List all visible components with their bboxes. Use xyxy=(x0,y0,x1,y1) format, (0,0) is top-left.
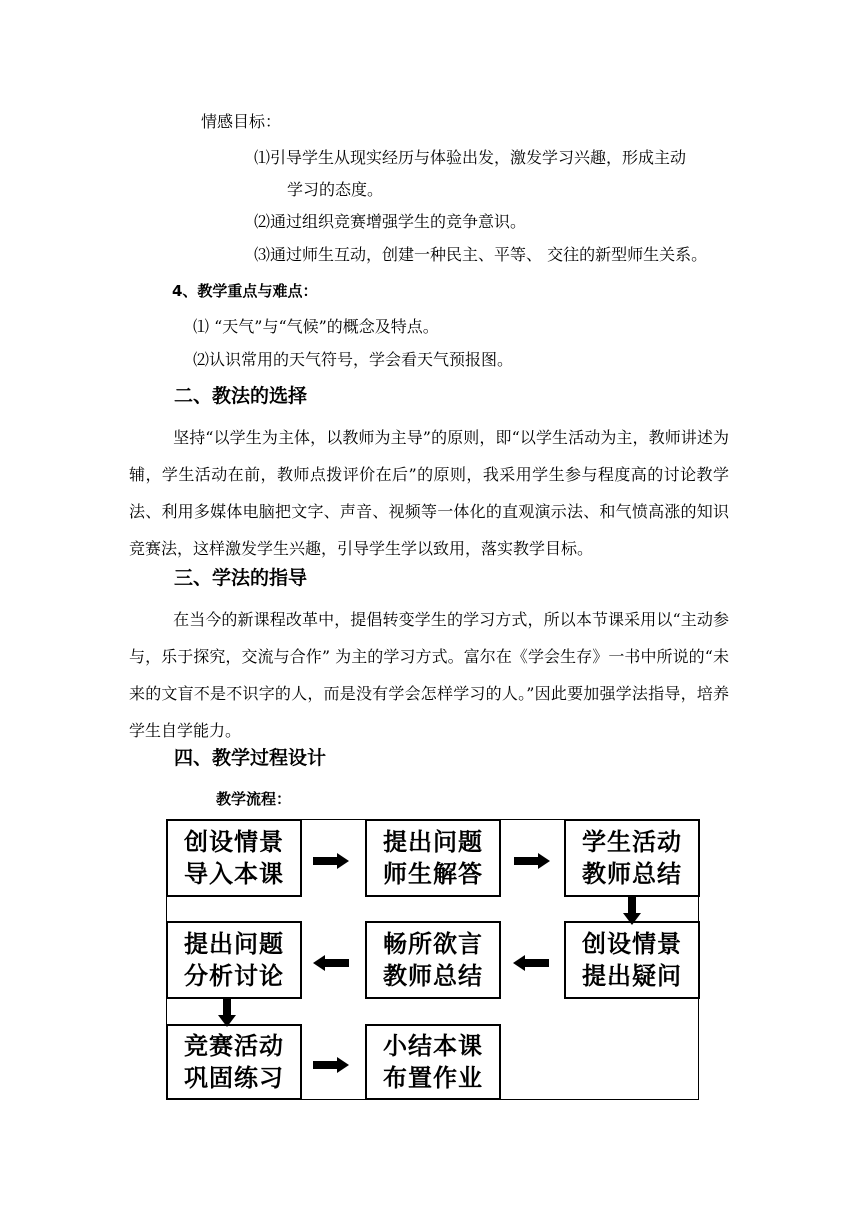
teaching-method-text: 坚持“以学生为主体，以教师为主导”的原则，即“以学生活动为主，教师讲述为辅，学生活动在前，教师点拨评价在后”的原则，我采用学生参与程度高的讨论教学法、利用多媒体电脑把文字、声音、视频等一体化的直观演示法、和气愤高涨的知识竞赛法，这样激发学生兴趣，引导学生学以致用，落实教学目标。 xyxy=(129,428,729,558)
flow-box-scenario xyxy=(564,921,700,999)
flow-box-line: 教师总结 xyxy=(582,860,682,888)
flow-box-line: 巩固练习 xyxy=(184,1064,284,1092)
arrow-left-icon xyxy=(513,955,549,971)
flow-box-line: 畅所欲言 xyxy=(383,930,483,958)
arrow-right-icon xyxy=(313,853,349,869)
process-design-heading: 四、教学过程设计 xyxy=(174,747,327,769)
flow-box-line: 师生解答 xyxy=(383,860,483,888)
arrow-right-icon xyxy=(514,853,550,869)
flow-box-line: 布置作业 xyxy=(383,1064,483,1092)
flow-label: 教学流程： xyxy=(216,790,292,808)
flow-box-line: 导入本课 xyxy=(184,860,284,888)
flow-box-line: 学生活动 xyxy=(582,828,682,856)
affective-item-2: ⑵通过组织竞赛增强学生的竞争意识。 xyxy=(254,212,527,231)
flow-box-line: 竞赛活动 xyxy=(184,1032,284,1060)
flow-box-intro xyxy=(166,819,302,897)
flow-box-line: 教师总结 xyxy=(383,962,483,990)
learning-method-heading: 三、学法的指导 xyxy=(174,567,308,589)
flow-box-line: 创设情景 xyxy=(582,930,682,958)
arrow-right-icon xyxy=(313,1057,349,1073)
learning-method-body xyxy=(129,601,729,749)
flow-box-activity xyxy=(564,819,700,897)
flow-box-discussion xyxy=(365,921,501,999)
flow-box-competition xyxy=(166,1024,302,1100)
flow-box-analysis xyxy=(166,921,302,999)
flow-box-line: 小结本课 xyxy=(383,1032,483,1060)
flow-box-line: 分析讨论 xyxy=(184,962,284,990)
affective-item-3: ⑶通过师生互动，创建一种民主、平等、 交往的新型师生关系。 xyxy=(254,245,708,264)
arrow-down-icon xyxy=(218,997,236,1027)
learning-method-text: 在当今的新课程改革中，提倡转变学生的学习方式，所以本节课采用以“主动参与，乐于探究，交流与合作” 为主的学习方式。富尔在《学会生存》一书中所说的“未来的文盲不是不识字的人，而是没有学会怎样学习的人。”因此要加强学法指导，培养学生自学能力。 xyxy=(129,610,729,740)
flow-box-line: 提出疑问 xyxy=(582,962,682,990)
section-4-heading: 4、教学重点与难点： xyxy=(172,282,318,300)
teaching-method-body xyxy=(129,419,729,567)
flow-box-line: 提出问题 xyxy=(184,930,284,958)
affective-item-1-cont: 学习的态度。 xyxy=(287,180,384,199)
arrow-left-icon xyxy=(313,955,349,971)
flow-box-line: 提出问题 xyxy=(383,828,483,856)
affective-goals-label: 情感目标： xyxy=(201,112,282,131)
key-point-1: ⑴ “天气”与“气候”的概念及特点。 xyxy=(193,317,439,336)
affective-item-1: ⑴引导学生从现实经历与体验出发，激发学习兴趣，形成主动 xyxy=(254,148,687,167)
flow-box-summary xyxy=(365,1024,501,1100)
key-point-2: ⑵认识常用的天气符号，学会看天气预报图。 xyxy=(193,350,514,369)
teaching-method-heading: 二、教法的选择 xyxy=(174,385,308,407)
arrow-down-icon xyxy=(623,895,641,925)
flow-box-question xyxy=(365,819,501,897)
flow-box-line: 创设情景 xyxy=(184,828,284,856)
